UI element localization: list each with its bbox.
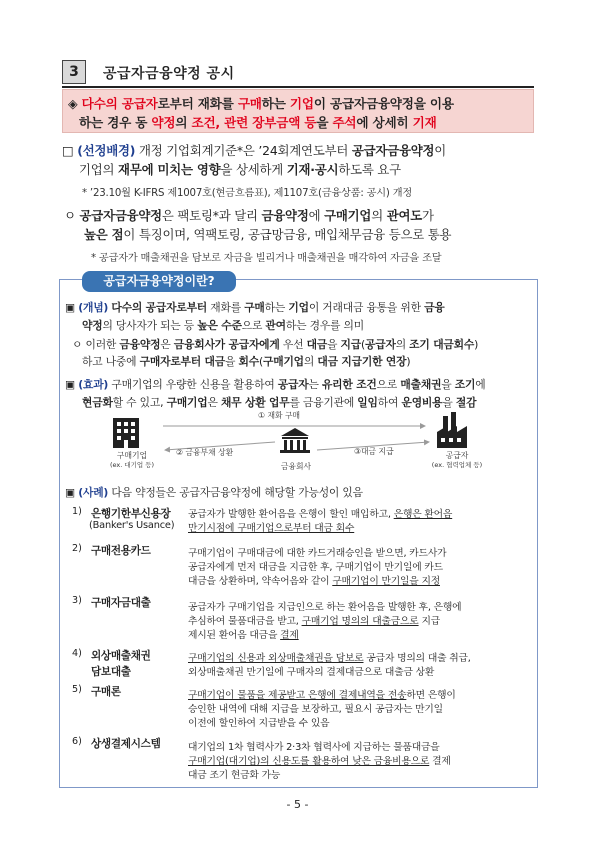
case-5-number: 5) (72, 684, 82, 695)
case-6-name: 상생결제시스템 (91, 738, 161, 750)
case-4-number: 4) (72, 648, 82, 659)
case-1-name: 은행기한부신용장 (91, 508, 171, 520)
effect-line-2: 현금화할 수 있고, 구매기업은 채무 상환 업무를 금융기관에 일임하여 운영비용을 절감 (82, 396, 477, 409)
diagram-arrow-1-label: ① 재화 구매 (258, 411, 301, 420)
case-4-name: 외상매출채권 (91, 650, 151, 662)
case-4-desc-line-2: 외상매출채권 만기일에 구매자의 결제대금으로 대출금 상환 (188, 667, 435, 678)
case-1-number: 1) (72, 506, 82, 517)
case-5-desc-line-1: 구매기업이 물품을 제공받고 은행에 결제내역을 전송하면 은행이 (188, 690, 456, 701)
case-2-desc-line-1: 구매기업이 구매대금에 대한 카드거래승인을 받으면, 카드사가 (188, 548, 447, 559)
case-3-name: 구매자금대출 (91, 597, 151, 609)
case-6-desc-line-2: 구매기업(대기업)의 신용도를 활용하여 낮은 금융비용으로 결제 (188, 756, 451, 767)
concept-line-2: 약정의 당사자가 되는 등 높은 수준으로 관여하는 경우를 의미 (82, 319, 364, 332)
effect-line-1: ▣ (효과) 구매기업의 우량한 신용을 활용하여 공급자는 유리한 조건으로 매출채권을 조기에 (65, 378, 486, 391)
concept-line-4: 하고 나중에 구매자로부터 대금을 회수(구매기업의 대금 지급기한 연장) (82, 355, 411, 368)
buyer-building-icon (113, 418, 139, 448)
case-3-desc-line-2: 추심하여 물품대금을 받고, 구매기업 명의의 대출금으로 지급 (188, 616, 441, 627)
concept-line-1: ▣ (개념) 다수의 공급자로부터 재화를 구매하는 기업이 거래대금 융통을 위한 금융 (65, 301, 445, 314)
case-1-name-en: (Banker's Usance) (89, 520, 175, 531)
diagram-supplier-label: 공급자 (445, 451, 469, 460)
cases-intro: ▣ (사례) 다음 약정들은 공급자금융약정에 해당할 가능성이 있음 (65, 486, 363, 499)
diagram-buyer-sub: (ex. 대기업 등) (109, 461, 155, 469)
case-2-name: 구매전용카드 (91, 545, 151, 557)
case-3-desc-line-3: 제시된 환어음 대금을 결제 (188, 630, 299, 641)
case-2-desc-line-2: 공급자에게 먼저 대금을 지급한 후, 구매기업이 만기일에 카드 (188, 562, 443, 573)
case-1-desc-line-2: 만기시점에 구매기업으로부터 대금 회수 (188, 523, 355, 534)
case-3-desc-line-1: 공급자가 구매기업을 지급인으로 하는 환어음을 발행한 후, 은행에 (188, 602, 462, 613)
background-bullet-line-1: ㅇ 공급자금융약정은 팩토링*과 달리 금융약정에 구매기업의 관여도가 (64, 208, 434, 223)
case-3-number: 3) (72, 595, 82, 606)
diagram-bank-label: 금융회사 (280, 462, 312, 471)
case-5-desc-line-2: 승인한 내역에 대해 지급을 보장하고, 필요시 공급자는 만기일 (188, 704, 443, 715)
background-bullet-line-2: 높은 점이 특징이며, 역팩토링, 공급망금융, 매입채무금융 등으로 통용 (84, 227, 452, 242)
case-6-number: 6) (72, 736, 82, 747)
diagram-buyer-label: 구매기업 (116, 451, 148, 460)
factory-icon (437, 412, 467, 448)
case-5-desc-line-3: 이전에 할인하여 지급받을 수 있음 (188, 718, 330, 729)
background-line-1: □ (선정배경) 개정 기업회계기준*은 ’24회계연도부터 공급자금융약정이 (62, 143, 447, 158)
background-note-1: * ’23.10월 K-IFRS 제1007호(현금흐름표), 제1107호(금융상품: 공시) 개정 (82, 188, 412, 199)
diagram-arrow-3-label: ③대금 지급 (354, 447, 394, 456)
case-2-number: 2) (72, 543, 82, 554)
explanation-title: 공급자금융약정이란? (82, 271, 236, 292)
bank-icon (280, 428, 310, 453)
section-underline (62, 86, 534, 88)
case-1-desc-line-1: 공급자가 발행한 환어음을 은행이 할인 매입하고, 은행은 환어음 (188, 509, 453, 520)
summary-line-2: 하는 경우 동 약정의 조건, 관련 장부금액 등을 주석에 상세히 기재 (79, 115, 437, 130)
case-5-name: 구매론 (91, 686, 121, 698)
background-line-2: 기업의 재무에 미치는 영향을 상세하게 기재·공시하도록 요구 (79, 162, 401, 177)
diagram-arrow-2-label: ② 금융부채 상환 (176, 448, 234, 457)
section-title: 공급자금융약정 공시 (103, 66, 235, 82)
case-4-name-line-2: 담보대출 (91, 666, 131, 678)
case-4-desc-line-1: 구매기업의 신용과 외상매출채권을 담보로 공급자 명의의 대출 취급, (188, 653, 471, 664)
page-number: - 5 - (286, 798, 309, 811)
case-2-desc-line-3: 대금을 상환하며, 약속어음와 같이 구매기업이 만기일을 지정 (188, 576, 440, 587)
concept-line-3: ㅇ 이러한 금융약정은 금융회사가 공급자에게 우선 대금을 지급(공급자의 조기 대금회수) (72, 338, 479, 351)
summary-line-1: ◈ 다수의 공급자로부터 재화를 구매하는 기업이 공급자금융약정을 이용 (68, 96, 454, 111)
case-6-desc-line-1: 대기업의 1차 협력사가 2·3차 협력사에 지급하는 물품대금을 (188, 742, 440, 753)
section-number: 3 (62, 60, 86, 84)
case-6-desc-line-3: 대금 조기 현금화 가능 (188, 770, 281, 781)
diagram-supplier-sub: (ex. 협력업체 등) (431, 461, 483, 469)
background-note-2: * 공급자가 매출채권을 담보로 자금을 빌리거나 매출채권을 매각하여 자금을 조달 (91, 253, 442, 264)
